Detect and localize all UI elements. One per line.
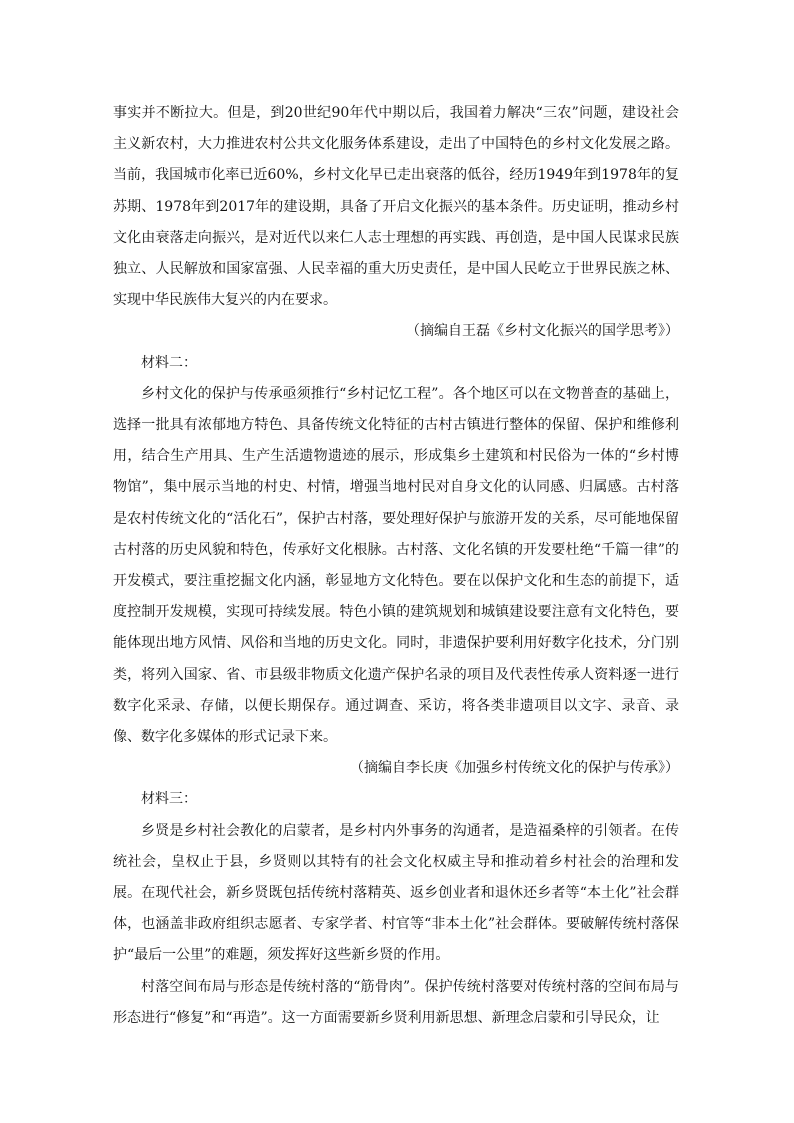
material-3-label: 材料三： xyxy=(141,791,197,808)
document-body xyxy=(113,98,679,1034)
material-2-source: （摘编自李长庚《加强乡村传统文化的保护与传承》） xyxy=(350,760,679,777)
material-1-paragraph: 事实并不断拉大。但是，到20世纪90年代中期以后，我国着力解决“三农”问题，建设社会主义新农村，大力推进农村公共文化服务体系建设，走出了中国特色的乡村文化发展之路。当前，我国城市化率已近60%，乡村文化早已走出衰落的低谷，经历1949年到1978年的复苏期、1978年到2017年的建设期，具备了开启文化振兴的基本条件。历史证明，推动乡村文化由衰落走向振兴，是对近代以来仁人志士理想的再实践、再创造，是中国人民谋求民族独立、人民解放和国家富强、人民幸福的重大历史责任，是中国人民屹立于世界民族之林、实现中华民族伟大复兴的内在要求。 xyxy=(113,105,679,309)
material-2-paragraph: 乡村文化的保护与传承亟须推行“乡村记忆工程”。各个地区可以在文物普查的基础上，选择一批具有浓郁地方特色、具备传统文化特征的古村古镇进行整体的保留、保护和维修利用，结合生产用具、生产生活遗物遗迹的展示，形成集乡土建筑和村民俗为一体的“乡村博物馆”，集中展示当地的村史、村情，增强当地村民对自身文化的认同感、归属感。古村落是农村传统文化的“活化石”，保护古村落，要处理好保护与旅游开发的关系，尽可能地保留古村落的历史风貌和特色，传承好文化根脉。古村落、文化名镇的开发要杜绝“千篇一律”的开发模式，要注重挖掘文化内涵，彰显地方文化特色。要在以保护文化和生态的前提下，适度控制开发规模，实现可持续发展。特色小镇的建筑规划和城镇建设要注意有文化特色，要能体现出地方风情、风俗和当地的历史文化。同时，非遗保护要利用好数字化技术，分门别类，将列入国家、省、市县级非物质文化遗产保护名录的项目及代表性传承人资料逐一进行数字化采录、存储，以便长期保存。通过调查、采访，将各类非遗项目以文字、录音、录像、数字化多媒体的形式记录下来。 xyxy=(113,385,679,746)
material-2-label: 材料二： xyxy=(141,354,197,371)
material-1-source: （摘编自王磊《乡村文化振兴的国学思考》） xyxy=(406,323,679,340)
material-3-paragraph-2: 村落空间布局与形态是传统村落的“筋骨肉”。保护传统村落要对传统村落的空间布局与形态进行“修复”和“再造”。这一方面需要新乡贤利用新思想、新理念启蒙和引导民众，让 xyxy=(113,978,679,1026)
material-3-paragraph-1: 乡贤是乡村社会教化的启蒙者，是乡村内外事务的沟通者，是造福桑梓的引领者。在传统社会，皇权止于县，乡贤则以其特有的社会文化权威主导和推动着乡村社会的治理和发展。在现代社会，新乡贤既包括传统村落精英、返乡创业者和退休还乡者等“本土化”社会群体，也涵盖非政府组织志愿者、专家学者、村官等“非本土化”社会群体。要破解传统村落保护“最后一公里”的难题，须发挥好这些新乡贤的作用。 xyxy=(113,822,679,964)
